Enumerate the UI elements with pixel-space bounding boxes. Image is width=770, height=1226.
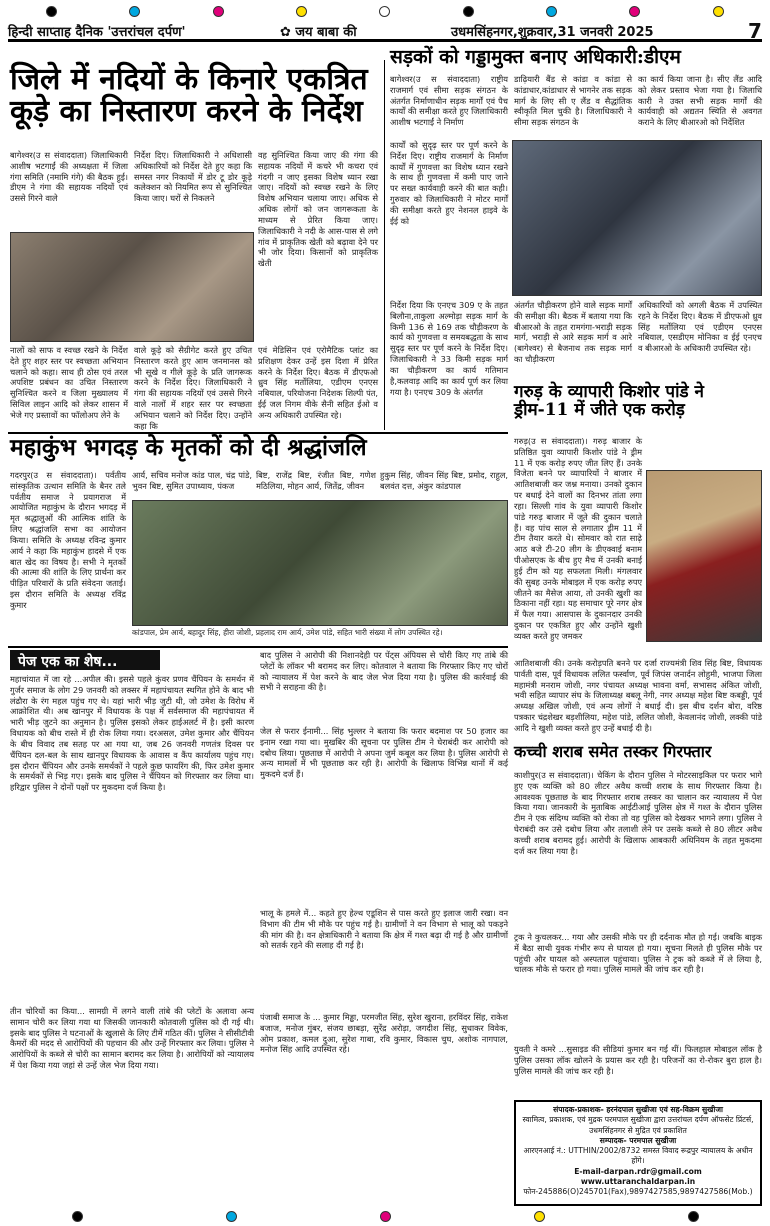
shraddhanjali-caption: कांडपाल, प्रेम आर्य, बहादुर सिंह, हीरा जोशी, प्रहलाद राम आर्य, उमेश पांडे, सहित भारी संख्या में लोग उपस्थित रहे।: [132, 628, 443, 637]
registration-dot: [226, 1211, 237, 1222]
registration-dot: [129, 6, 140, 17]
registration-dot: [46, 6, 57, 17]
registration-marks-bottom: [0, 1210, 770, 1222]
imprint-rni: आरएनआई नं.: UTTHIN/2002/8732 समस्त विवाद रूद्रपुर न्यायालय के अधीन होंगे।: [523, 1146, 753, 1166]
headline-roads: सड़कों को गड्डामुक्त बनाए अधिकारी:डीएम: [390, 46, 681, 68]
roads-text-bottom2: अंतर्गत चौड़ीकरण होने वाले सड़क मार्गों की समीक्षा की। बैठक में बताया गया कि बीआरओ के तहत रामगंगा-भराड़ी सड़क मार्ग, भराड़ी से आरे सड़क मार्ग व आरे (बागेश्वर) से बैजनाथ तक सड़क मार्ग का चौड़ीकरण: [514, 300, 632, 365]
headline-shraddhanjali: महाकुंभ भगदड़ के मृतकों को दी श्रद्धांजलि: [10, 434, 367, 461]
masthead-dateline: उधमसिंहनगर,शुक्रवार,31 जनवरी 2025: [451, 24, 654, 40]
registration-dot: [629, 6, 640, 17]
registration-dot: [380, 1211, 391, 1222]
crime-text-p4: जेल से फरार ईनामी... सिंह भुल्लर ने बताया कि फरार बदमाश पर 50 हजार का इनाम रखा गया था। मुखबिर की सूचना पर पुलिस टीम ने घेराबंदी कर आरोपी को दबोच लिया। पूछताछ में आरोपी ने अपना जुर्म कबूल कर लिया है। पुलिस आरोपी से अन्य मामलों में भी पूछताछ कर रही है। आरोपी के खिलाफ विभिन्न थानों में कई मुकदमे दर्ज हैं।: [260, 726, 508, 780]
rivers-text-bottom1: नालों को साफ व स्वच्छ रखने के निर्देश देते हुए शहर स्तर पर स्वच्छता अभियान चलाने को कहा। साथ ही ठोस एवं तरल अपशिष्ट प्रबंधन का उचित निस्तारण सुनिश्चित करने व जिला मुख्यालय में सिविल लाइन आदि को लेकर शासन में भेजे गए प्रस्तावों का फॉलोअप लेने के: [10, 345, 128, 420]
shraddhanjali-text-col4: हुकुम सिंह, जीवन सिंह बिष्ट, प्रमोद, राहुल, बलवंत दत्त, अंकुर कांडपाल: [380, 470, 508, 491]
page-masthead: [8, 18, 762, 43]
registration-marks-top: [0, 4, 770, 18]
shraddhanjali-text-col2: आर्य, सचिव मनोज कांड पाल, चंद्र पांडे, भुवन बिष्ट, सुमित उपाध्याय, पंकज: [132, 470, 252, 491]
garud-text-p1: गरुड़(उ स संवाददाता)। गरुड़ बाजार के प्रतिष्ठित युवा व्यापारी किशोर पांडे ने ड्रीम 11 में एक करोड़ रुपए जीत लिए हैं। उनके विजेता बनने पर व्यापारियों ने बाजार में आतिशबाजी कर जश्न मनाया। उनको दुकान पर बधाई देने वालों का दिनभर तांता लगा रहा। सिल्ली गांव के युवा व्यापारी किशोर पांडे गरुड़ बाजार में जूते की दुकान चलाते हैं। वह पांच साल से लगातार ड्रीम 11 में टीम तैयार करते थे। सोमवार को रात साढ़े आठ बजे टी-20 लीग के डीएक्वाई बनाम पीओसएक के बीच हुए मैच में उनकी बनाई हुई टीम को यह सफलता मिली। मंगलवार की सुबह उनके मोबाइल में एक करोड़ रुपए जीतने का मैसेज आया, तो उनकी खुशी का ठिकाना नहीं रहा। यह समाचार पूरे नगर क्षेत्र में फैल गया। आसपास के दुकानदार उनकी दुकान पर एकत्रित हुए और उन्होंने खुशी व्यक्त करते हुए जमकर: [514, 436, 642, 641]
registration-dot: [546, 6, 557, 17]
page-number: 7: [748, 18, 762, 43]
crime-text-p1: महाचांयात में जा रहे ...अपील की। इससे पहले कुंवर प्रणव चैंपियन के समर्थन में गुर्जर समाज के लोग 29 जनवरी को लक्सर में महापंचायत स्थगित होने के बाद भी लंढौरा के रंग महल पहुंच गए थे। यहां भारी भीड़ जुटी थी, जो उमेश के विरोध में आक्रोशित थी। अब खानपुर में विधायक के पक्ष में सर्वसमाज की महापंचायत में भारी भीड़ जुटने का अनुमान है। पुलिस इसको लेकर हाईअलर्ट में है। इसी कारण विधायक को बीच रास्ते में ही रोक लिया गया। दरअसल, उमेश कुमार और चैंपियन के बीच विवाद तब सतह पर आ गया था, जब 26 जनवरी गणतंत्र दिवस पर चैंपियन दल-बल के साथ खानपुर विधायक के आवास व कैंप कार्यालय पहुंच गए। इस दौरान चैंपियन और उनके समर्थकों ने पहले कुछ फायरिंग की, फिर उमेश कुमार के समर्थकों से भिड़ गए। इसके बाद पुलिस ने चैंपियन को गिरफ्तार कर लिया था। हरिद्वार पुलिस ने दोनों पक्षों पर मुकदमा दर्ज किया है।: [10, 674, 254, 793]
imprint-editors: संपादक-प्रकाशक- हरनंदपाल सुखीजा एवं सह-विक्रम सुखीजा: [553, 1105, 723, 1114]
imprint-ownership: स्वामित्व, प्रकाशक, एवं मुद्रक परमपाल सुखीजा द्वारा उत्तरांचल दर्पण ऑफसेट प्रिंटर्स, उधमसिंहनगर से मुद्रित एवं प्रकाशित: [522, 1115, 754, 1135]
registration-dot: [534, 1211, 545, 1222]
liquor-text-p2: ट्रक ने कुचलकर... गया और उसकी मौके पर ही दर्दनाक मौत हो गई। जबकि बाइक में बैठा साथी युवक गंभीर रूप से घायल हो गया। सूचना मिलते ही पुलिस मौके पर पहुंची और घायल को अस्पताल पहुंचाया। पुलिस ने ट्रक को कब्जे में ले लिया है, चालक मौके से फरार हो गया। पुलिस मामले की जांच कर रही है।: [514, 932, 762, 975]
roads-meeting-photo: [512, 140, 762, 296]
headline-liquor: कच्ची शराब समेत तस्कर गिरफ्तार: [514, 742, 712, 761]
crime-text-p6: पंजाबी समाज के ... कुमार मिड्ढा, परमजीत सिंह, सुरेश खुराना, हरविंदर सिंह, राकेश बजाज, मनोज गुंबर, संजय छाबड़ा, सुरेंद्र अरोड़ा, जगदीश सिंह, सुधाकर विवेक, ओम प्रकाश, कमल दुआ, सुरेश गाबा, रवि कुमार, विकास चुघ, अशोक नागपाल, मनोज सिंह आदि उपस्थित रहे।: [260, 1012, 508, 1055]
rivers-text-col2: निर्देश दिए। जिलाधिकारी ने अधिशासी अधिकारियों को निर्देश देते हुए कहा कि समस्त नगर निकायों में डोर टू डोर कूड़े कलेक्शन को नियमित रूप से सुनिश्चित किया जाए। घरों से निकलने: [134, 150, 252, 204]
liquor-text-p1: काशीपुर(उ स संवाददाता)। चेकिंग के दौरान पुलिस ने मोटरसाइकिल पर फरार भागे हुए एक व्यक्ति को 80 लीटर अवैध कच्ची शराब के साथ गिरफ्तार किया है। आवश्यक पूछताछ के बाद गिरफ्तार शराब तस्कर का चालान कर न्यायालय में पेश किया गया। जानकारी के मुताबिक आईटीआई पुलिस क्षेत्र में गश्त के दौरान पुलिस टीम ने एक संदिग्ध व्यक्ति को रोका तो वह पुलिस को देखकर भागने लगा। पुलिस ने घेराबंदी कर उसे दबोच लिया और तलाशी लेने पर उसके कब्जे से 80 लीटर अवैध कच्ची शराब बरामद हुई। आरोपी के खिलाफ आबकारी अधिनियम के तहत मुकदमा दर्ज कर लिया गया है।: [514, 770, 762, 856]
column-divider: [384, 60, 385, 430]
registration-dot: [463, 6, 474, 17]
imprint-phone: फोन-245886(O)245701(Fax),9897427585,9897427586(Mob.): [523, 1187, 753, 1196]
registration-dot: [296, 6, 307, 17]
masthead-slogan: ✿ जय बाबा की: [279, 24, 357, 40]
imprint-box: [514, 1100, 762, 1206]
section-rule: [8, 646, 508, 648]
rivers-text-bottom2: वाले कूड़े को सैग्रीगेट करते हुए उचित निस्तारण करते हुए आम जनमानस को भी सूखे व गीले कूड़े के प्रति जागरूक करने के निर्देश दिए। जिलाधिकारी ने गंगा की सहायक नदियों एवं उससे गिरने वाले नालों में शहर स्तर पर स्वच्छता अभियान चलाने को निर्देश दिए। उन्होंने कहा कि: [134, 345, 252, 431]
garud-portrait-photo: [646, 470, 762, 642]
banner-page-one-continued: पेज एक का शेष...: [10, 650, 160, 670]
roads-text-col1: बागेश्वर(उ स संवाददाता) राष्ट्रीय राजमार्ग एवं सीमा सड़क संगठन के अंतर्गत निर्माणाधीन सड़क मार्गों एवं पैच कार्यों की समीक्षा करते हुए जिलाधिकारी आशीष भटगाईं ने निर्माण: [390, 74, 508, 128]
rivers-text-col3: वह सुनिश्चित किया जाए की गंगा की सहायक नदियों में कचरे भी कचरा एवं गंदगी न जाए इसका विशेष ध्यान रखा जाए। नदियों को स्वच्छ रखने के लिए विशेष अभियान चलाया जाए। अधिक से अधिक लोगों को जन जागरूकता के माध्यम से प्रेरित किया जाए। जिलाधिकारी ने नदी के आस-पास से लगे गांव में प्राकृतिक खेती को बढ़ावा देने पर भी जोर दिया। किसानों को प्राकृतिक खेती: [258, 150, 378, 269]
registration-dot: [72, 1211, 83, 1222]
registration-dot: [213, 6, 224, 17]
rivers-text-bottom3: एवं मेडिसिन एवं एरोमैटिक प्लांट का प्रशिक्षण देकर उन्हें इस दिशा में प्रेरित करने के निर्देश दिए। बैठक में डीएफओ ध्रुव सिंह मर्तोलिया, एडीएम एनएस नबियाल, परियोजना निदेशक शिल्पी पंत, ईई जल निगम वीके सैनी सहित ईओ व अन्य अधिकारी उपस्थित रहे।: [258, 345, 378, 420]
garud-text-p2: आतिशबाजी की। उनके करोड़पति बनने पर दर्जा राज्यमंत्री शिव सिंह बिष्ट, विधायक पार्वती दास, पूर्व विधायक ललित फर्स्वाण, पूर्व जिपंस जनार्दन लोहुमी, भाजपा जिला महामंत्री मनराम जोशी, नगर पंचायत अध्यक्ष भावना वर्मा, सभासद अंकित जोशी, भवी सहित व्यापार संघ के जिलाध्यक्ष बबलू नेगी, नगर अध्यक्ष महेश बिष्ट कबड्डी, पूर्व अध्यक्ष अखिल जोशी, एवं अन्य लोगों ने बधाई दी। इस बीच दर्शन बोरा, वरिष्ठ पत्रकार चंद्रशेखर बड़शीलिया, महेश पांडे, ललित जोशी, केवलानंद जोशी, लक्की पांडे आदि ने खुशी व्यक्त करते हुए उन्हें बधाई दी है।: [514, 658, 762, 733]
liquor-text-p3: युवती ने कमरे ...सुसाइड की सीडियां कुमार बन गई थीं। फिलहाल मोबाइल लॉक है पुलिस उसका लॉक खोलने के प्रयास कर रही है। परिजनों का रो-रोकर बुरा हाल है। पुलिस मामले की जांच कर रही है।: [514, 1044, 762, 1076]
headline-garud: गरुड़ के व्यापारी किशोर पांडे ने ड्रीम-11 में जीते एक करोड़: [514, 382, 704, 420]
imprint-email-web: E-mail-darpan.rdr@gmail.com www.uttaranchaldarpan.in: [574, 1166, 702, 1186]
crime-text-p3: बाद पुलिस ने आरोपी की निशानदेही पर पेंट्स अंपियस से चोरी किए गए तांबे की प्लेटों के लॉकर भी बरामद कर लिए। कोतवाल ने बताया कि गिरफ्तार किए गए चोरों को न्यायालय में पेश करने के बाद जेल भेज दिया गया है। पुलिस की कार्रवाई की सभी ने सराहना की है।: [260, 650, 508, 693]
roads-text-col3: का कार्य किया जाना है। सीए लैंड आदि को लेकर प्रस्ताव भेजा गया है। जिलाधि कारी ने उक्त सभी सड़क मार्गों की कार्यवाही को अद्यतन स्थिति से अवगत कराने के लिए बीआरओ को निर्देशित: [638, 74, 762, 128]
headline-rivers: जिले में नदियों के किनारे एकत्रित कूड़े का निस्तारण करने के निर्देश: [10, 62, 368, 129]
shraddhanjali-group-photo: [132, 500, 508, 626]
rivers-meeting-photo: [10, 232, 254, 342]
registration-dot: [379, 6, 390, 17]
shraddhanjali-text-col1: गदरपुर(उ स संवाददाता)। पर्वतीय सांस्कृतिक उत्थान समिति के बैनर तले पर्वतीय समाज ने प्रयागराज में आयोजित महाकुंभ के दौरान भगदड़ में मृत श्रद्धालुओं की आत्मिक शांति के लिए श्रद्धांजलि सभा का आयोजन किया। समिति के अध्यक्ष रविन्द्र कुमार आर्य ने कहा कि महाकुंभ हादसे में एक बात खेद का विषय है। सभी ने मृतकों की आत्मा की शांति के लिए प्रार्थना कर पीड़ित परिवारों के प्रति संवेदना जताई। इस दौरान समिति के अध्यक्ष रविंद्र कुमार: [10, 470, 126, 610]
rivers-text-col1: बागेश्वर(उ स संवाददाता) जिलाधिकारी आशीष भटगाईं की अध्यक्षता में जिला गंगा समिति (नमामि गंगे) की बैठक हुई। डीएम ने गंगा की सहायक नदियों एवं उससे गिरने वाले: [10, 150, 128, 204]
crime-text-p5: भालू के हमले में... कहते हुए हेल्थ एडूशिन से पास करते हुए इलाज जारी रखा। वन विभाग की टीम भी मौके पर पहुंच गई है। ग्रामीणों ने वन विभाग से भालू को पकड़ने की मांग की है। वन क्षेत्राधिकारी ने बताया कि क्षेत्र में गश्त बढ़ा दी गई है और ग्रामीणों को सतर्क रहने की सलाह दी गई है।: [260, 908, 508, 951]
shraddhanjali-text-col3: बिष्ट, राजेंद्र बिष्ट, रंजीत बिष्ट, गणेश मठिलिया, मोहन आर्य, जितेंद्र, जीवन: [256, 470, 376, 491]
roads-text-col2: डाढ़ियारी बैंड से कांडा व कांडा से कांडाधार,कांडाधार से भागनेर तक सड़क मार्ग के लिए सी ए लैंड व सैद्धांतिक स्वीकृति मिल चुकी है। जिलाधिकारी ने सीमा सड़क संगठन के: [514, 74, 632, 128]
registration-dot: [688, 1211, 699, 1222]
roads-text-bottom1: निर्देश दिया कि एनएच 309 ए के तहत बिलौना,ताकुला अल्मोड़ा सड़क मार्ग के किमी 136 से 169 तक चौड़ीकरण के कार्य को गुणवत्ता व समयबद्धता के साथ सुदृढ़ स्तर पर पूर्ण करने के निर्देश दिए। जिलाधिकारी ने 33 किमी सड़क मार्ग का चौड़ीकरण का कार्य गतिमान है,कलवाड़ आदि का कार्य पूर्ण कर लिया गया है। एनएच 309 के अंतर्गत: [390, 300, 508, 397]
roads-text-bottom3: अधिकारियों को अगली बैठक में उपस्थित रहने के निर्देश दिए। बैठक में डीएफओ ध्रुव सिंह मर्तोलिया एवं एडीएम एनएस नबियाल, एसडीएम मोनिका व ईई एनएच व बीआरओ के अधिकारी उपस्थित रहे।: [638, 300, 762, 354]
masthead-paper-name: हिन्दी साप्ताह दैनिक 'उत्तरांचल दर्पण': [8, 24, 186, 40]
registration-dot: [713, 6, 724, 17]
roads-text-side: कार्यों को सुदृढ़ स्तर पर पूर्ण करने के निर्देश दिए। राष्ट्रीय राजमार्ग के निर्माण कार्यों में गुणवत्ता का विशेष ध्यान रखने के साथ ही गुणवत्ता में कमी पाए जाने पर सख्त कार्यवाही करने की बात कही। गुरुवार को जिलाधिकारी ने मोटर मार्गों की समीक्षा करते हुए नेशनल हाइवे के ईई को: [390, 140, 508, 226]
imprint-editor: सम्पादक- परमपाल सुखीजा: [599, 1135, 677, 1145]
crime-text-p2: तीन चोरियों का किया... सामग्री में लगने वाली तांबे की प्लेटों के अलावा अन्य सामान चोरी कर लिया गया था जिसकी जानकारी कोतवाली पुलिस को दी गई थी। इसके बाद पुलिस ने घटनाओं के खुलासे के लिए टीमें गठित कीं। पुलिस ने सीसीटीवी कैमरों की मदद से आरोपियों की पहचान की और उन्हें गिरफ्तार कर लिया। पुलिस ने आरोपियों के कब्जे से चोरी का सामान बरामद कर लिया है। आरोपियों को न्यायालय में पेश किया गया जहां से उन्हें जेल भेज दिया गया।: [10, 1006, 254, 1071]
